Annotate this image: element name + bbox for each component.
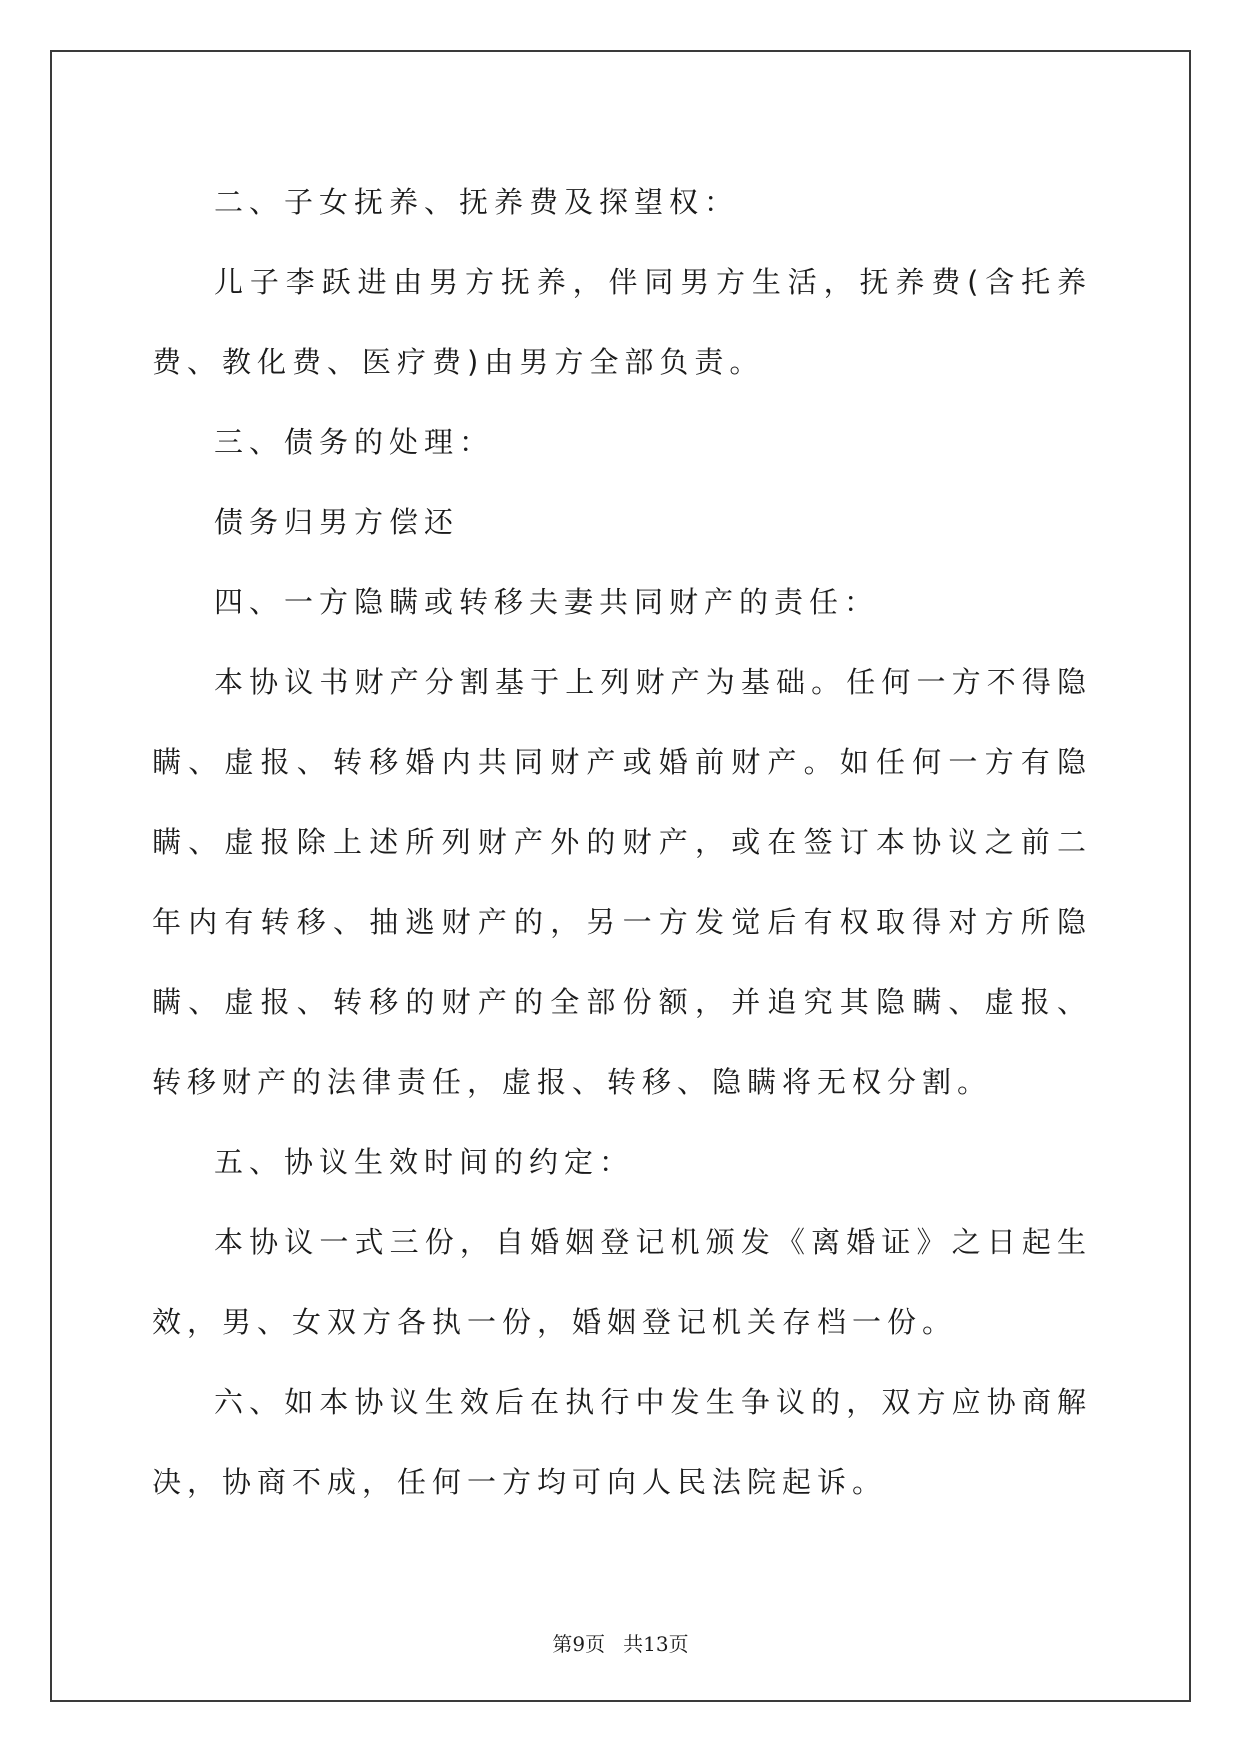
section-heading-concealment: 四、一方隐瞒或转移夫妻共同财产的责任：	[214, 585, 880, 619]
paragraph-dispute: 六、如本协议生效后在执行中发生争议的，双方应协商解决，协商不成，任何一方均可向人民法院起诉。	[152, 1385, 1092, 1499]
paragraph-effective-date: 本协议一式三份，自婚姻登记机颁发《离婚证》之日起生效，男、女双方各执一份，婚姻登记机关存档一份。	[152, 1225, 1092, 1339]
current-page-number: 第9页	[552, 1632, 606, 1656]
section-heading-debt: 三、债务的处理：	[214, 425, 495, 459]
page-footer	[0, 1628, 1241, 1657]
paragraph-debt: 债务归男方偿还	[214, 505, 460, 539]
total-page-count: 共13页	[623, 1632, 689, 1656]
section-heading-effective-date: 五、协议生效时间的约定：	[214, 1145, 635, 1179]
paragraph-custody: 儿子李跃进由男方抚养，伴同男方生活，抚养费(含托养费、教化费、医疗费)由男方全部负责。	[152, 265, 1092, 379]
document-body	[152, 162, 1092, 1522]
section-heading-custody: 二、子女抚养、抚养费及探望权：	[214, 185, 740, 219]
paragraph-concealment: 本协议书财产分割基于上列财产为基础。任何一方不得隐瞒、虚报、转移婚内共同财产或婚前财产。如任何一方有隐瞒、虚报除上述所列财产外的财产，或在签订本协议之前二年内有转移、抽逃财产的，另一方发觉后有权取得对方所隐瞒、虚报、转移的财产的全部份额，并追究其隐瞒、虚报、转移财产的法律责任，虚报、转移、隐瞒将无权分割。	[152, 665, 1092, 1099]
